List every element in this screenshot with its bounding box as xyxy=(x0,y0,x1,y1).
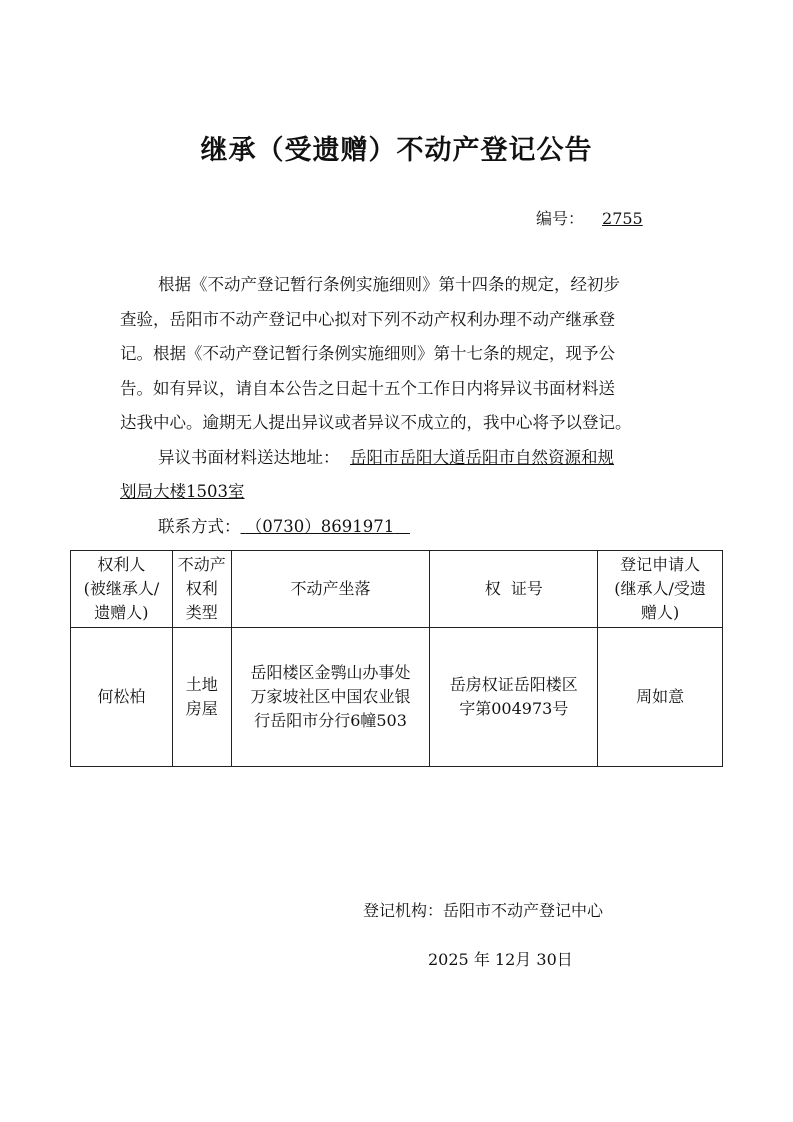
address-value: 岳阳市岳阳大道岳阳市自然资源和规 xyxy=(350,447,614,467)
cell-applicant: 周如意 xyxy=(598,628,723,767)
address-line-2 xyxy=(120,475,680,510)
header-right-type: 不动产 权利 类型 xyxy=(172,551,231,628)
contact-line xyxy=(120,510,680,545)
cell-location: 岳阳楼区金鹗山办事处 万家坡社区中国农业银 行岳阳市分行6幢503 xyxy=(231,628,430,767)
address-line xyxy=(120,441,680,476)
body-line: 根据《不动产登记暂行条例实施细则》第十四条的规定，经初步 xyxy=(158,275,620,294)
date-year: 2025 xyxy=(428,950,469,969)
notice-date xyxy=(428,947,573,970)
serial-label: 编号： xyxy=(536,209,585,228)
date-year-unit: 年 xyxy=(473,950,490,969)
header-location: 不动产坐落 xyxy=(231,551,430,628)
agency-value: 岳阳市不动产登记中心 xyxy=(443,901,604,920)
cell-right-type: 土地 房屋 xyxy=(172,628,231,767)
body-line: 达我中心。逾期无人提出异议或者异议不成立的，我中心将予以登记。 xyxy=(120,413,632,432)
header-holder: 权利人 (被继承人/ 遗赠人) xyxy=(71,551,173,628)
table-row xyxy=(71,628,723,767)
table-header-row xyxy=(71,551,723,628)
date-day-unit: 日 xyxy=(556,950,573,969)
address-value-cont: 划局大楼1503室 xyxy=(120,482,245,501)
contact-label: 联系方式： xyxy=(158,516,241,536)
date-month: 12 xyxy=(494,950,516,969)
cell-certificate: 岳房权证岳阳楼区 字第004973号 xyxy=(430,628,598,767)
agency-label: 登记机构： xyxy=(363,901,444,920)
property-table xyxy=(70,550,723,767)
header-applicant: 登记申请人 (继承人/受遗 赠人) xyxy=(598,551,723,628)
body-line: 记。根据《不动产登记暂行条例实施细则》第十七条的规定，现予公 xyxy=(120,344,615,363)
notice-title: 继承（受遗赠）不动产登记公告 xyxy=(200,135,593,166)
body-line: 告。如有异议，请自本公告之日起十五个工作日内将异议书面材料送 xyxy=(120,378,615,398)
contact-value: （0730）8691971 xyxy=(245,516,395,536)
body-line: 查验，岳阳市不动产登记中心拟对下列不动产权利办理不动产继承登 xyxy=(120,309,615,329)
header-certificate: 权 证号 xyxy=(430,551,598,628)
registration-agency xyxy=(363,898,603,921)
address-label: 异议书面材料送达地址： xyxy=(158,447,340,467)
notice-body xyxy=(120,268,680,544)
serial-number xyxy=(536,206,643,229)
serial-value: 2755 xyxy=(602,209,643,228)
cell-holder: 何松柏 xyxy=(71,628,173,767)
date-day: 30 xyxy=(536,950,557,969)
date-month-unit: 月 xyxy=(515,950,532,969)
